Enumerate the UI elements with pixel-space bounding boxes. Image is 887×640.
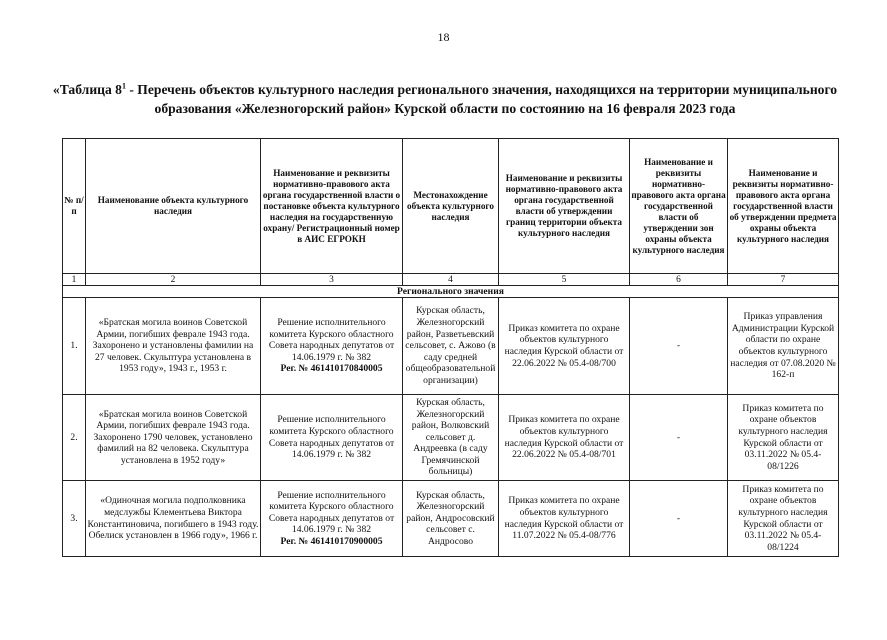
- object-name-cell: «Одиночная могила подполковника медслужбы Клементьева Виктора Константиновича, погибшего в 1943 году. Обелиск установлен в 1966 году», 1966 г.: [86, 481, 261, 557]
- column-number-row: [63, 274, 839, 286]
- section-row: [63, 286, 839, 298]
- zones-act-cell: -: [630, 395, 728, 481]
- header-zones-act: Наименование и реквизиты нормативно-правового акта органа государственной власти об утверждении зон охраны объекта культурного наследия: [630, 139, 728, 274]
- column-number: 7: [728, 274, 839, 286]
- row-number: 3.: [63, 481, 86, 557]
- borders-act-cell: Приказ комитета по охране объектов культурного наследия Курской области от 22.06.2022 № 05.4-08/700: [499, 298, 630, 395]
- header-borders-act: Наименование и реквизиты нормативно-правового акта органа государственной власти об утверждении границ территории объекта культурного наследия: [499, 139, 630, 274]
- borders-act-cell: Приказ комитета по охране объектов культурного наследия Курской области от 11.07.2022 № 05.4-08/776: [499, 481, 630, 557]
- table-row: [63, 395, 839, 481]
- header-location: Местонахождение объекта культурного наследия: [403, 139, 499, 274]
- column-number: 6: [630, 274, 728, 286]
- subject-act-cell: Приказ комитета по охране объектов культурного наследия Курской области от 03.11.2022 № 05.4-08/1224: [728, 481, 839, 557]
- protection-act-text: Решение исполнительного комитета Курского областного Совета народных депутатов от 14.06.1979 г. № 382: [268, 317, 395, 363]
- header-protection-act: Наименование и реквизиты нормативно-правового акта органа государственной власти о постановке объекта культурного наследия на государственную охрану/ Регистрационный номер в АИС ЕГРОКН: [261, 139, 403, 274]
- row-number: 1.: [63, 298, 86, 395]
- header-number: № п/п: [63, 139, 86, 274]
- table-row: [63, 481, 839, 557]
- column-number: 4: [403, 274, 499, 286]
- title-text: - Перечень объектов культурного наследия регионального значения, находящихся на территории муниципального образования «Железногорский район» Курской области по состоянию на 16 февраля 2023 года: [125, 82, 838, 116]
- table-row: [63, 298, 839, 395]
- column-number: 3: [261, 274, 403, 286]
- header-subject-act: Наименование и реквизиты нормативно-правового акта органа государственной власти об утверждении предмета охраны объекта культурного наследия: [728, 139, 839, 274]
- subject-act-cell: Приказ комитета по охране объектов культурного наследия Курской области от 03.11.2022 № 05.4-08/1226: [728, 395, 839, 481]
- protection-act-text: Решение исполнительного комитета Курского областного Совета народных депутатов от 14.06.1979 г. № 382: [268, 489, 395, 536]
- section-label: Регионального значения: [63, 286, 839, 298]
- column-number: 2: [86, 274, 261, 286]
- protection-act-cell: [261, 481, 403, 557]
- protection-act-cell: [261, 298, 403, 395]
- location-cell: Курская область, Железногорский район, Разветьевский сельсовет, с. Ажово (в саду средней общеобразовательной организации): [403, 298, 499, 395]
- protection-act-cell: [261, 395, 403, 481]
- registration-number: Рег. № 461410170900005: [280, 535, 383, 547]
- header-row: [63, 139, 839, 274]
- row-number: 2.: [63, 395, 86, 481]
- protection-act-text: Решение исполнительного комитета Курского областного Совета народных депутатов от 14.06.1979 г. № 382: [268, 414, 395, 461]
- column-number: 5: [499, 274, 630, 286]
- heritage-table: [62, 138, 839, 557]
- header-object-name: Наименование объекта культурного наследия: [86, 139, 261, 274]
- zones-act-cell: -: [630, 298, 728, 395]
- table-title: [52, 80, 838, 118]
- page-number: 18: [437, 30, 450, 44]
- title-prefix: «Таблица 8: [52, 82, 122, 97]
- zones-act-cell: -: [630, 481, 728, 557]
- title-superscript: 1: [121, 81, 126, 91]
- column-number: 1: [63, 274, 86, 286]
- borders-act-cell: Приказ комитета по охране объектов культурного наследия Курской области от 22.06.2022 № 05.4-08/701: [499, 395, 630, 481]
- object-name-cell: «Братская могила воинов Советской Армии, погибших феврале 1943 года. Захоронено 1790 человек, установлено фамилий на 82 человека. Скульптура установлена в 1952 году»: [86, 395, 261, 481]
- subject-act-cell: Приказ управления Администрации Курской области по охране объектов культурного наследия от 07.08.2020 № 162-п: [728, 298, 839, 395]
- location-cell: Курская область, Железногорский район, Андросовский сельсовет с. Андросово: [403, 481, 499, 557]
- object-name-cell: «Братская могила воинов Советской Армии, погибших феврале 1943 года. Захоронено и установлены фамилии на 27 человек. Скульптура установлена в 1953 году», 1943 г., 1953 г.: [86, 298, 261, 395]
- location-cell: Курская область, Железногорский район, Волковский сельсовет д. Андреевка (в саду Гремячинской больницы): [403, 395, 499, 481]
- registration-number: Рег. № 461410170840005: [280, 363, 383, 375]
